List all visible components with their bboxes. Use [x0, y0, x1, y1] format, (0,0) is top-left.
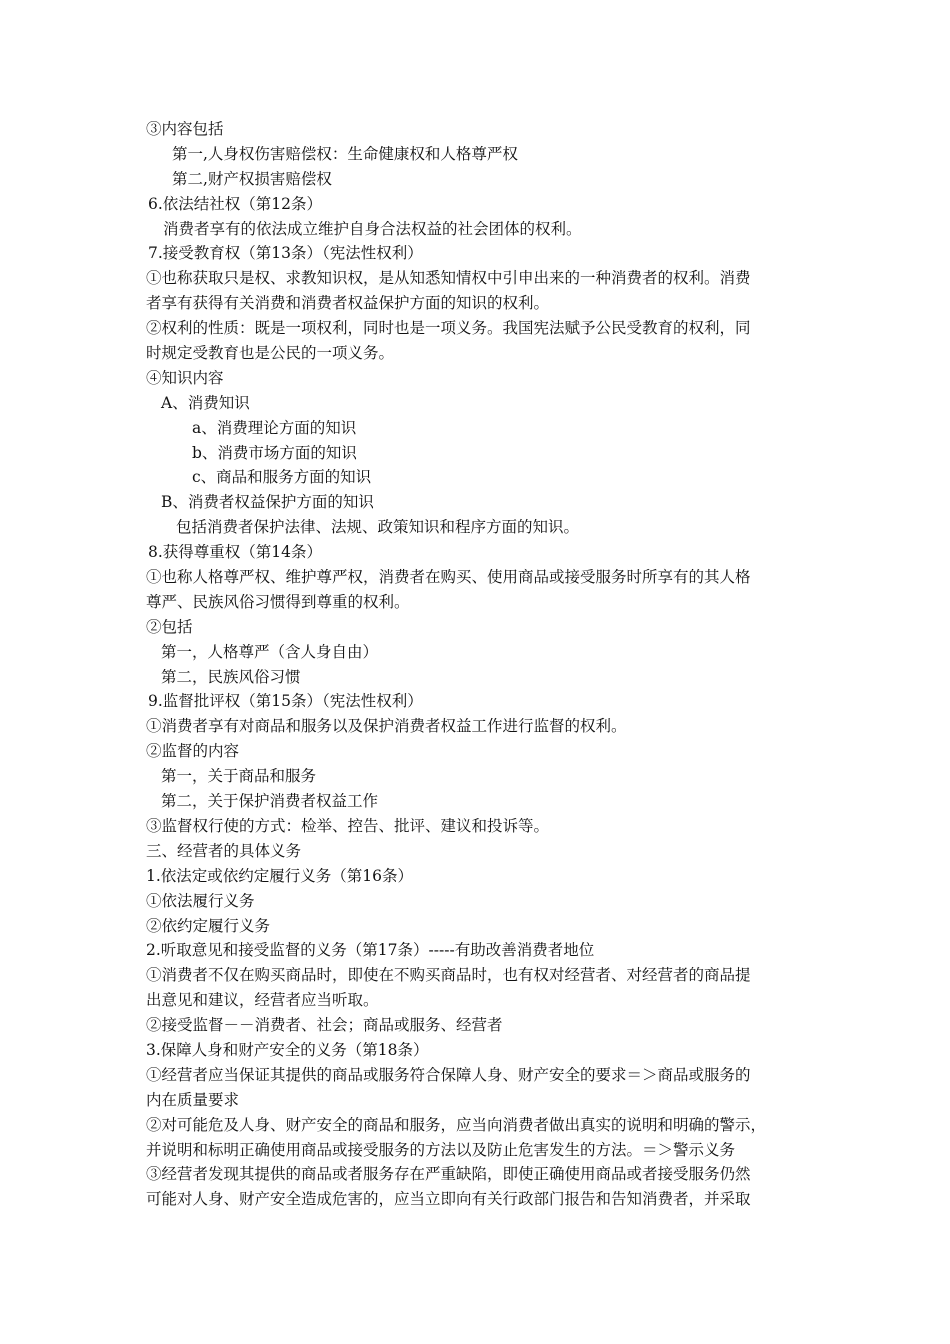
text-line: 时规定受教育也是公民的一项义务。 [146, 344, 395, 363]
text-line: 尊严、民族风俗习惯得到尊重的权利。 [146, 592, 410, 611]
list-item: A、消费知识 [161, 393, 250, 412]
section-heading: 2.听取意见和接受监督的义务（第17条）-----有助改善消费者地位 [146, 941, 595, 960]
list-item: b、消费市场方面的知识 [192, 443, 357, 462]
text-line: ④知识内容 [146, 368, 224, 387]
text-line: ①也称获取只是权、求教知识权，是从知悉知情权中引申出来的一种消费者的权利。消费 [146, 269, 751, 288]
list-item: 第二，关于保护消费者权益工作 [161, 792, 379, 811]
list-item: 第二，民族风俗习惯 [161, 667, 301, 686]
text-line: ②监督的内容 [146, 742, 240, 761]
section-heading: 7.接受教育权（第13条）（宪法性权利） [148, 244, 423, 263]
text-line: ③监督权行使的方式：检举、控告、批评、建议和投诉等。 [146, 816, 550, 835]
text-line: ①依法履行义务 [146, 891, 255, 910]
text-line: ②包括 [146, 617, 193, 636]
list-item: c、商品和服务方面的知识 [192, 468, 372, 487]
text-line: 者享有获得有关消费和消费者权益保护方面的知识的权利。 [146, 294, 550, 313]
text-line: ②依约定履行义务 [146, 916, 271, 935]
section-heading: 9.监督批评权（第15条）（宪法性权利） [148, 692, 423, 711]
text-line: 第二,财产权损害赔偿权 [172, 169, 332, 188]
list-item: 第一，关于商品和服务 [161, 767, 317, 786]
list-item: 第一，人格尊严（含人身自由） [161, 642, 379, 661]
text-line: 内在质量要求 [146, 1090, 240, 1109]
text-line: 并说明和标明正确使用商品或接受服务的方法以及防止危害发生的方法。＝＞警示义务 [146, 1140, 736, 1159]
text-line: ③经营者发现其提供的商品或者服务存在严重缺陷，即使正确使用商品或者接受服务仍然 [146, 1165, 751, 1184]
text-line: ②对可能危及人身、财产安全的商品和服务，应当向消费者做出真实的说明和明确的警示， [146, 1115, 767, 1134]
text-line: ①消费者享有对商品和服务以及保护消费者权益工作进行监督的权利。 [146, 717, 627, 736]
section-heading: 8.获得尊重权（第14条） [148, 543, 323, 562]
section-heading: 6.依法结社权（第12条） [148, 194, 323, 213]
section-heading: 1.依法定或依约定履行义务（第16条） [146, 866, 414, 885]
text-line: 第一,人身权伤害赔偿权：生命健康权和人格尊严权 [172, 144, 518, 163]
text-line: 包括消费者保护法律、法规、政策知识和程序方面的知识。 [176, 518, 580, 537]
list-item: a、消费理论方面的知识 [192, 418, 357, 437]
text-line: 可能对人身、财产安全造成危害的，应当立即向有关行政部门报告和告知消费者，并采取 [146, 1190, 751, 1209]
text-line: ①也称人格尊严权、维护尊严权，消费者在购买、使用商品或接受服务时所享有的其人格 [146, 568, 751, 587]
text-line: ②权利的性质：既是一项权利，同时也是一项义务。我国宪法赋予公民受教育的权利，同 [146, 319, 751, 338]
list-item: B、消费者权益保护方面的知识 [161, 493, 374, 512]
text-line: 消费者享有的依法成立维护自身合法权益的社会团体的权利。 [163, 219, 582, 238]
document-body [146, 117, 810, 1212]
text-line: ①消费者不仅在购买商品时，即使在不购买商品时，也有权对经营者、对经营者的商品提 [146, 966, 751, 985]
section-heading: 3.保障人身和财产安全的义务（第18条） [146, 1040, 429, 1059]
chapter-heading: 三、经营者的具体义务 [146, 841, 302, 860]
text-line: ②接受监督－－消费者、社会；商品或服务、经营者 [146, 1016, 503, 1035]
text-line: ①经营者应当保证其提供的商品或服务符合保障人身、财产安全的要求＝＞商品或服务的 [146, 1065, 751, 1084]
text-line: ③内容包括 [146, 120, 224, 138]
text-line: 出意见和建议，经营者应当听取。 [146, 991, 379, 1010]
